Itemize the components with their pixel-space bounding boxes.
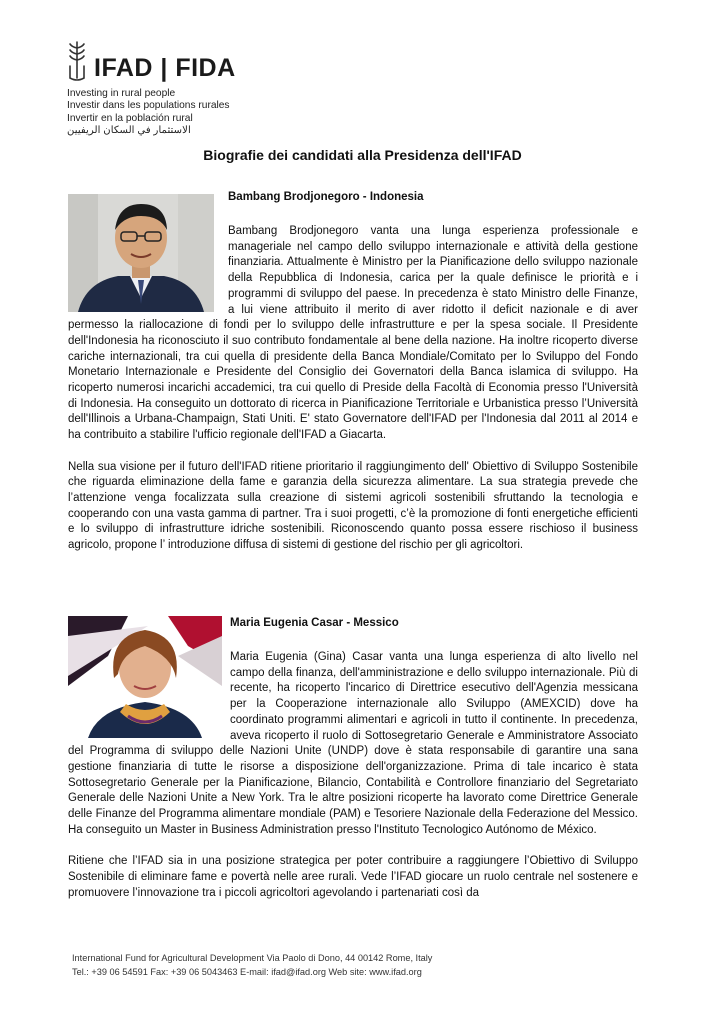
candidate-section-1 [68, 190, 638, 554]
tagline-arabic: الاستثمار في السكان الريفيين [67, 124, 191, 136]
candidate-vision-2: Ritiene che l’IFAD sia in una posizione strategica per poter contribuire a raggiungere l’Obiettivo di Sviluppo Sostenibile di eliminare fame e povertà nelle aree rurali. Vede l’IFAD giocare un ruolo centrale nel sostenere e promuovere l’innovazione tra i piccoli agricoltori agevolando i partenariati così da [68, 855, 638, 899]
ifad-fida-logo: IFAD | FIDA [94, 54, 236, 82]
footer-address: International Fund for Agricultural Development Via Paolo di Dono, 44 00142 Rome, Italy [72, 953, 433, 963]
tagline-english: Investing in rural people [67, 88, 176, 99]
candidate-name-2: Maria Eugenia Casar - Messico [230, 617, 399, 629]
candidate-bio-2: Maria Eugenia (Gina) Casar vanta una lunga esperienza di alto livello nel campo della finanza, dell'amministrazione e dello sviluppo internazionale. Più di recente, ha ricoperto l'incarico di Direttrice esecutivo dell'Agenzia messicana per la Cooperazione internazionale allo Sviluppo (AMEXCID) dove ha coordinato programmi alimentari e agricoli in tutto il continente. In precedenza, aveva ricoperto il ruolo di Sottosegretario Generale e Amministratore Associato del Programma di sviluppo delle Nazioni Unite (UNDP) dove è stata responsabile di garantire una sana gestione finanziaria di tutte le risorse a disposizione dell'organizzazione. Prima di tale incarico è stata Sottosegretario Generale per la Pianificazione, Bilancio, Contabilità e Controllore finanziario del Segretariato Generale delle Nazioni Unite a New York. Tra le altre posizioni ricoperte ha lavorato come Direttrice Generale delle Finanze del Programma alimentare mondiale (PAM) e Tesoriere Nazionale della Federazione del Messico. Ha conseguito un Master in Business Administration presso l'Instituto Tecnologico Autónomo de México. [68, 651, 638, 836]
candidate-photo-2 [68, 616, 222, 738]
ifad-wheat-logo-icon [66, 38, 88, 82]
tagline-french: Investir dans les populations rurales [67, 100, 230, 112]
candidate-bio-1: Bambang Brodjonegoro vanta una lunga esperienza professionale e manageriale nel campo dello sviluppo internazionale e attività della gestione finanziaria. Attualmente è Ministro per la Pianificazione dello sviluppo nazionale della Repubblica di Indonesia, carica per la quale definisce le priorità e i programmi di sviluppo del paese. In precedenza è stato Ministro delle Finanze, a lui viene attribuito il merito di aver ridotto il deficit nazionale e di aver permesso la riallocazione di fondi per lo sviluppo delle infrastrutture e per la spesa sociale. Il Presidente dell'Indonesia ha riconosciuto il suo contributo fondamentale al bene della nazione. Ha inoltre ricoperto diverse cariche internazionali, tra cui quella di presidente della Banca Mondiale/Comitato per lo Sviluppo del Fondo Monetario Internazionale e Presidente del Consiglio dei Governatori della Banca islamica di sviluppo. Ha ricoperto numerosi incarichi accademici, tra cui quello di Preside della Facoltà di Economia presso l'Università di Indonesia. Ha conseguito un dottorato di ricerca in Pianificazione Territoriale e Urbanistica presso l’Università dell'Illinois a Urbana-Champaign, Stati Uniti. E' stato Governatore dell'IFAD per l'Indonesia dal 2011 al 2014 e ha contribuito a stabilire l'ufficio regionale dell'IFAD a Giacarta. [68, 225, 638, 442]
tagline-block [67, 88, 230, 137]
page-title: Biografie dei candidati alla Presidenza dell'IFAD [203, 147, 522, 163]
page-footer [72, 952, 432, 979]
candidate-section-2 [68, 616, 638, 901]
footer-contacts: Tel.: +39 06 54591 Fax: +39 06 5043463 E-mail: ifad@ifad.org Web site: www.ifad.org [72, 966, 422, 977]
candidate-name-1: Bambang Brodjonegoro - Indonesia [228, 191, 424, 203]
candidate-photo-1 [68, 194, 214, 312]
tagline-spanish: Invertir en la población rural [67, 112, 193, 124]
candidate-vision-1: Nella sua visione per il futuro dell'IFAD ritiene prioritario il raggiungimento dell' Obiettivo di Sviluppo Sostenibile che riguarda eliminazione della fame e garanzia della sicurezza alimentare. La sua strategia prevede che l’attenzione venga focalizzata sulla creazione di sistemi agricoli sostenibili sfruttando la tecnologia e cooperando con una vasta gamma di partner. Tra i suoi progetti, c’è la promozione di fonti energetiche efficienti e lo sviluppo di infrastrutture idriche sostenibili. Riconoscendo quanto possa essere rischioso il business agricolo, propone l’ introduzione diffusa di sistemi di gestione del rischio per gli agricoltori. [68, 460, 638, 552]
